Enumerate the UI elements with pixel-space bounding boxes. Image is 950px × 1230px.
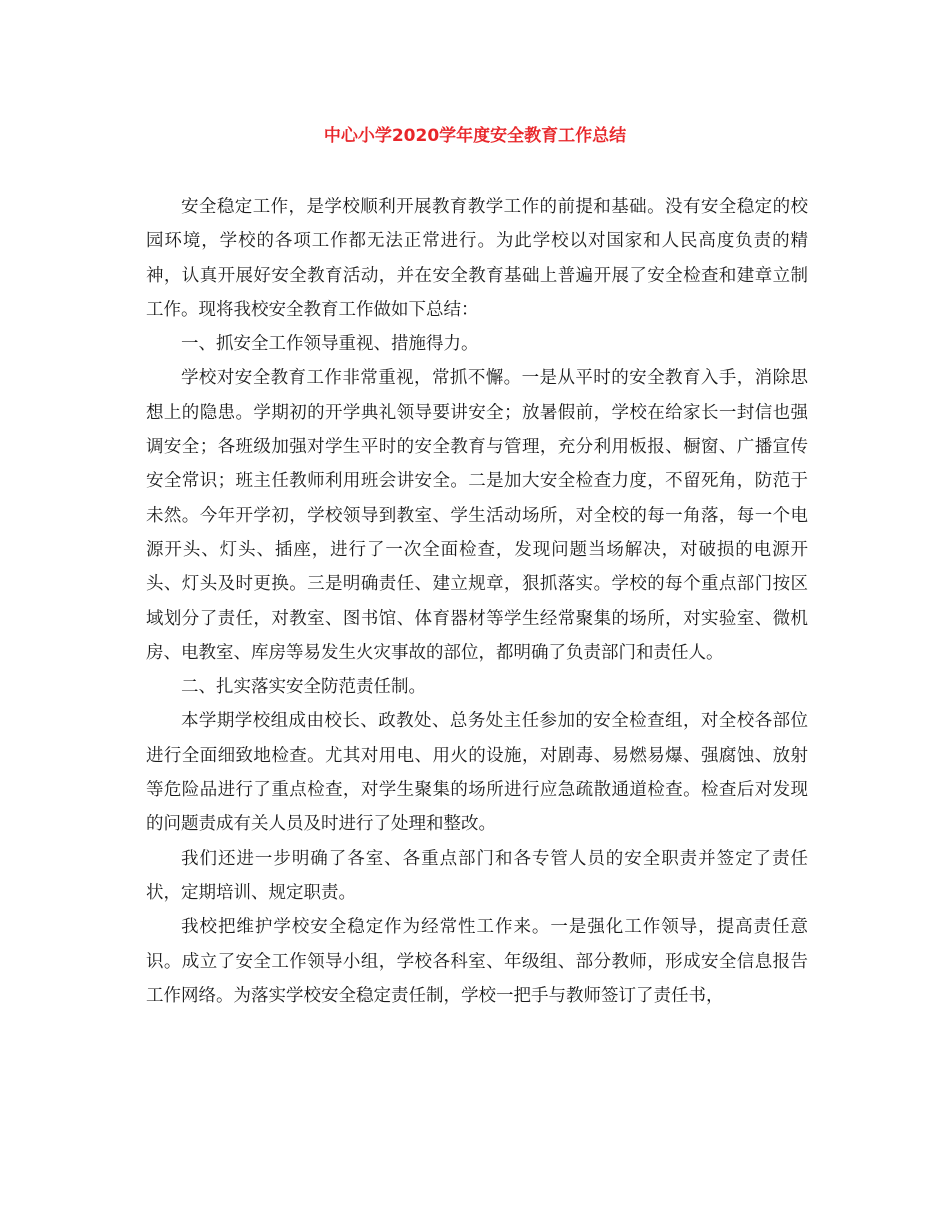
paragraph-section-2: 本学期学校组成由校长、政教处、总务处主任参加的安全检查组，对全校各部位进行全面细致地检查。尤其对用电、用火的设施，对剧毒、易燃易爆、强腐蚀、放射等危险品进行了重点检查，对学生聚集的场所进行应急疏散通道检查。检查后对发现的问题责成有关人员及时进行了处理和整改。 <box>146 711 808 835</box>
paragraph-responsibilities: 我们还进一步明确了各室、各重点部门和各专管人员的安全职责并签定了责任状，定期培训、规定职责。 <box>146 848 808 903</box>
document-title: 中心小学2020学年度安全教育工作总结 <box>323 126 627 146</box>
paragraph-intro: 安全稳定工作，是学校顺利开展教育教学工作的前提和基础。没有安全稳定的校园环境，学校的各项工作都无法正常进行。为此学校以对国家和人民高度负责的精神，认真开展好安全教育活动，并在安全教育基础上普遍开展了安全检查和建章立制工作。现将我校安全教育工作做如下总结： <box>146 197 808 320</box>
section-heading-1: 一、抓安全工作领导重视、措施得力。 <box>181 334 479 355</box>
section-heading-2: 二、扎实落实安全防范责任制。 <box>181 677 426 698</box>
document-body <box>146 190 808 1013</box>
paragraph-stability: 我校把维护学校安全稳定作为经常性工作来。一是强化工作领导，提高责任意识。成立了安全工作领导小组，学校各科室、年级组、部分教师，形成安全信息报告工作网络。为落实学校安全稳定责任制，学校一把手与教师签订了责任书， <box>146 917 808 1006</box>
paragraph-section-1: 学校对安全教育工作非常重视，常抓不懈。一是从平时的安全教育入手，消除思想上的隐患。学期初的开学典礼领导要讲安全；放暑假前，学校在给家长一封信也强调安全；各班级加强对学生平时的安全教育与管理，充分利用板报、橱窗、广播宣传安全常识；班主任教师利用班会讲安全。二是加大安全检查力度，不留死角，防范于未然。今年开学初，学校领导到教室、学生活动场所，对全校的每一角落，每一个电源开头、灯头、插座，进行了一次全面检查，发现问题当场解决，对破损的电源开头、灯头及时更换。三是明确责任、建立规章，狠抓落实。学校的每个重点部门按区域划分了责任，对教室、图书馆、体育器材等学生经常聚集的场所，对实验室、微机房、电教室、库房等易发生火灾事故的部位，都明确了负责部门和责任人。 <box>146 368 808 663</box>
